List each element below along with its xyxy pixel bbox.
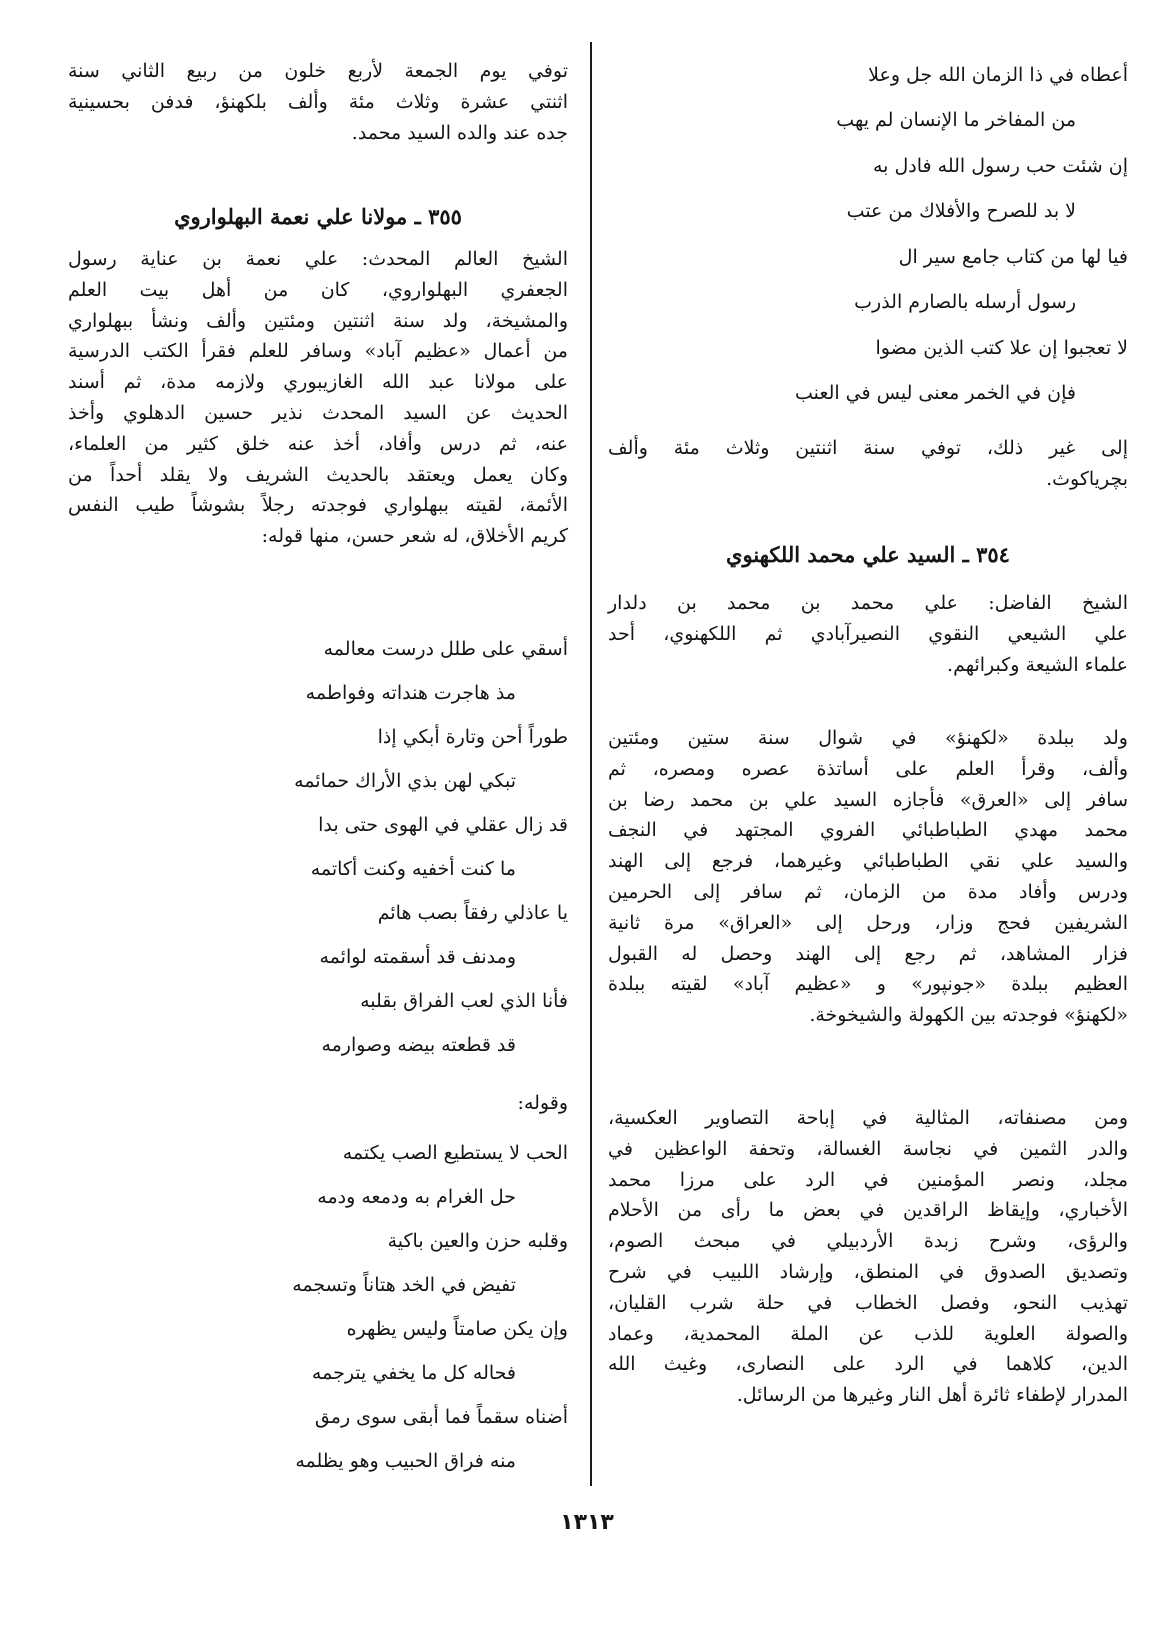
verse-line: أسقي على طلل درست معالمه [323, 638, 568, 660]
text-line: والصولة العلوية للذب عن الملة المحمدية، وعماد [608, 1322, 1128, 1345]
works-paragraph [608, 1103, 1128, 1411]
text-line: الدين، كلاهما في الرد على النصارى، وغيث الله [608, 1353, 1128, 1376]
verse-line: فيا لها من كتاب جامع سير ال [898, 246, 1128, 268]
text-line: «لكهنؤ» فوجدته بين الكهولة والشيخوخة. [809, 1004, 1128, 1027]
verse-line: إن شئت حب رسول الله فادل به [872, 155, 1128, 177]
column-divider [590, 42, 592, 1486]
text-line: والسيد علي نقي الطباطبائي وغيرهما، فرجع إلى الهند [608, 850, 1128, 873]
text-line: والدر الثمين في نجاسة الغسالة، وتحفة الواعظين في [608, 1137, 1128, 1160]
page-number: ١٣١٣ [560, 1510, 614, 1535]
verse-line: أعطاه في ذا الزمان الله جل وعلا [868, 64, 1128, 86]
text-line: ومن مصنفاته، المثالية في إباحة التصاوير العكسية، [608, 1107, 1128, 1129]
verse-line: ما كنت أخفيه وكنت أكاتمه [310, 858, 516, 880]
verse-line: مذ هاجرت هنداته وفواطمه [305, 682, 516, 704]
text-line: الشيخ العالم المحدث: علي نعمة بن عناية رسول [68, 248, 568, 270]
text-line: وكان يعمل ويعتقد بالحديث الشريف ولا يقلد أحداً من [68, 463, 568, 486]
entry-heading-355: ٣٥٥ ـ مولانا علي نعمة البهلواروي [174, 204, 462, 229]
death-date-paragraph [68, 56, 568, 148]
text-line: كريم الأخلاق، له شعر حسن، منها قوله: [261, 525, 568, 548]
text-line: علماء الشيعة وكبرائهم. [947, 653, 1128, 676]
verse-line: وإن يكن صامتاً وليس يظهره [346, 1318, 568, 1340]
biography-life-paragraph [608, 723, 1128, 1031]
verse-line: تبكي لهن بذي الأراك حمائمه [294, 770, 516, 792]
biography-paragraph [68, 244, 568, 552]
text-line: بچرياكوث. [1046, 467, 1128, 490]
verse-line: الحب لا يستطيع الصب يكتمه [342, 1142, 568, 1164]
text-line: إلى غير ذلك، توفي سنة اثنتين وثلاث مئة وألف [608, 437, 1128, 459]
verse-line: أضناه سقماً فما أبقى سوى رمق [314, 1406, 568, 1428]
verse-line: حل الغرام به ودمعه ودمه [317, 1186, 516, 1208]
verse-line: فإن في الخمر معنى ليس في العنب [795, 382, 1076, 404]
verse-line: وقلبه حزن والعين باكية [387, 1230, 568, 1252]
text-line: الشيخ الفاضل: علي محمد بن محمد بن دلدار [608, 592, 1128, 614]
text-line: جده عند والده السيد محمد. [351, 121, 568, 144]
text-line: مجلد، ونصر المؤمنين في الرد على مرزا محمد [608, 1168, 1128, 1191]
text-line: والمشيخة، ولد سنة اثنتين ومئتين وألف ونشأ ببهلواري [68, 309, 568, 332]
biography-intro-paragraph [608, 588, 1128, 680]
verse-line: قد قطعته بيضه وصوارمه [321, 1034, 516, 1056]
verse-line: طوراً أحن وتارة أبكي إذا [377, 726, 568, 748]
text-line: اثنتي عشرة وثلاث مئة وألف بلكهنؤ، فدفن بحسينية [68, 90, 568, 113]
verse-line: رسول أرسله بالصارم الذرب [854, 291, 1076, 313]
text-line: ولد ببلدة «لكهنؤ» في شوال سنة ستين ومئتين [608, 727, 1128, 749]
death-note-paragraph [608, 433, 1128, 495]
verse-line: يا عاذلي رفقاً بصب هائم [377, 902, 568, 924]
text-line: سافر إلى «العرق» فأجازه السيد علي بن محمد رضا بن [608, 788, 1128, 811]
text-line: من أعمال «عظيم آباد» وسافر للعلم فقرأ الكتب الدرسية [68, 340, 568, 363]
and-his-saying-label: وقوله: [517, 1092, 568, 1114]
text-line: فزار المشاهد، ثم رجع إلى الهند وحصل له القبول [608, 942, 1128, 965]
text-line: عنه، ثم درس وأفاد، أخذ عنه خلق كثير من العلماء، [68, 432, 568, 455]
text-line: تهذيب النحو، وفصل الخطاب في حلة شرب القليان، [608, 1291, 1128, 1314]
entry-heading-354: ٣٥٤ ـ السيد علي محمد اللكهنوي [726, 542, 1010, 567]
text-line: توفي يوم الجمعة لأربع خلون من ربيع الثاني سنة [68, 60, 568, 82]
verse-line: لا بد للصرح والأفلاك من عتب [846, 200, 1076, 222]
verse-line: من المفاخر ما الإنسان لم يهب [836, 109, 1076, 131]
text-line: على مولانا عبد الله الغازيبوري ولازمه مدة، ثم أسند [68, 371, 568, 394]
text-line: المدرار لإطفاء ثائرة أهل النار وغيرها من الرسائل. [736, 1384, 1128, 1407]
verse-line: فأنا الذي لعب الفراق بقلبه [360, 990, 568, 1012]
text-line: الأئمة، لقيته ببهلواري فوجدته رجلاً بشوشاً طيب النفس [68, 494, 568, 517]
text-line: الجعفري البهلواروي، كان من أهل بيت العلم [68, 278, 568, 301]
text-line: ودرس وأفاد مدة من الزمان، ثم سافر إلى الحرمين [608, 880, 1128, 903]
text-line: والرؤى، وشرح زبدة الأردبيلي في مبحث الصوم، [608, 1230, 1128, 1253]
verse-line: تفيض في الخد هتاناً وتسجمه [292, 1274, 516, 1296]
verse-line: منه فراق الحبيب وهو يظلمه [295, 1450, 516, 1472]
text-line: العظيم ببلدة «جونپور» و «عظيم آباد» لقيته ببلدة [608, 973, 1128, 996]
text-line: وتصديق الصدوق في المنطق، وإرشاد اللبيب في شرح [608, 1260, 1128, 1283]
text-line: محمد مهدي الطباطبائي الفروي المجتهد في النجف [608, 819, 1128, 842]
verse-line: قد زال عقلي في الهوى حتى بدا [318, 814, 568, 836]
text-line: علي الشيعي النقوي النصيرآبادي ثم اللكهنوي، أحد [608, 622, 1128, 645]
text-line: الشريفين فحج وزار، ورحل إلى «العراق» مرة ثانية [608, 911, 1128, 934]
text-line: وألف، وقرأ العلم على أساتذة عصره ومصره، ثم [608, 757, 1128, 780]
verse-line: ومدنف قد أسقمته لوائمه [319, 946, 516, 968]
text-line: الحديث عن السيد المحدث نذير حسين الدهلوي وأخذ [68, 401, 568, 424]
text-line: الأخباري، وإيقاظ الراقدين في بعض ما رأى من الأحلام [608, 1199, 1128, 1222]
verse-line: لا تعجبوا إن علا كتب الذين مضوا [875, 337, 1128, 359]
verse-line: فحاله كل ما يخفي يترجمه [311, 1362, 516, 1384]
